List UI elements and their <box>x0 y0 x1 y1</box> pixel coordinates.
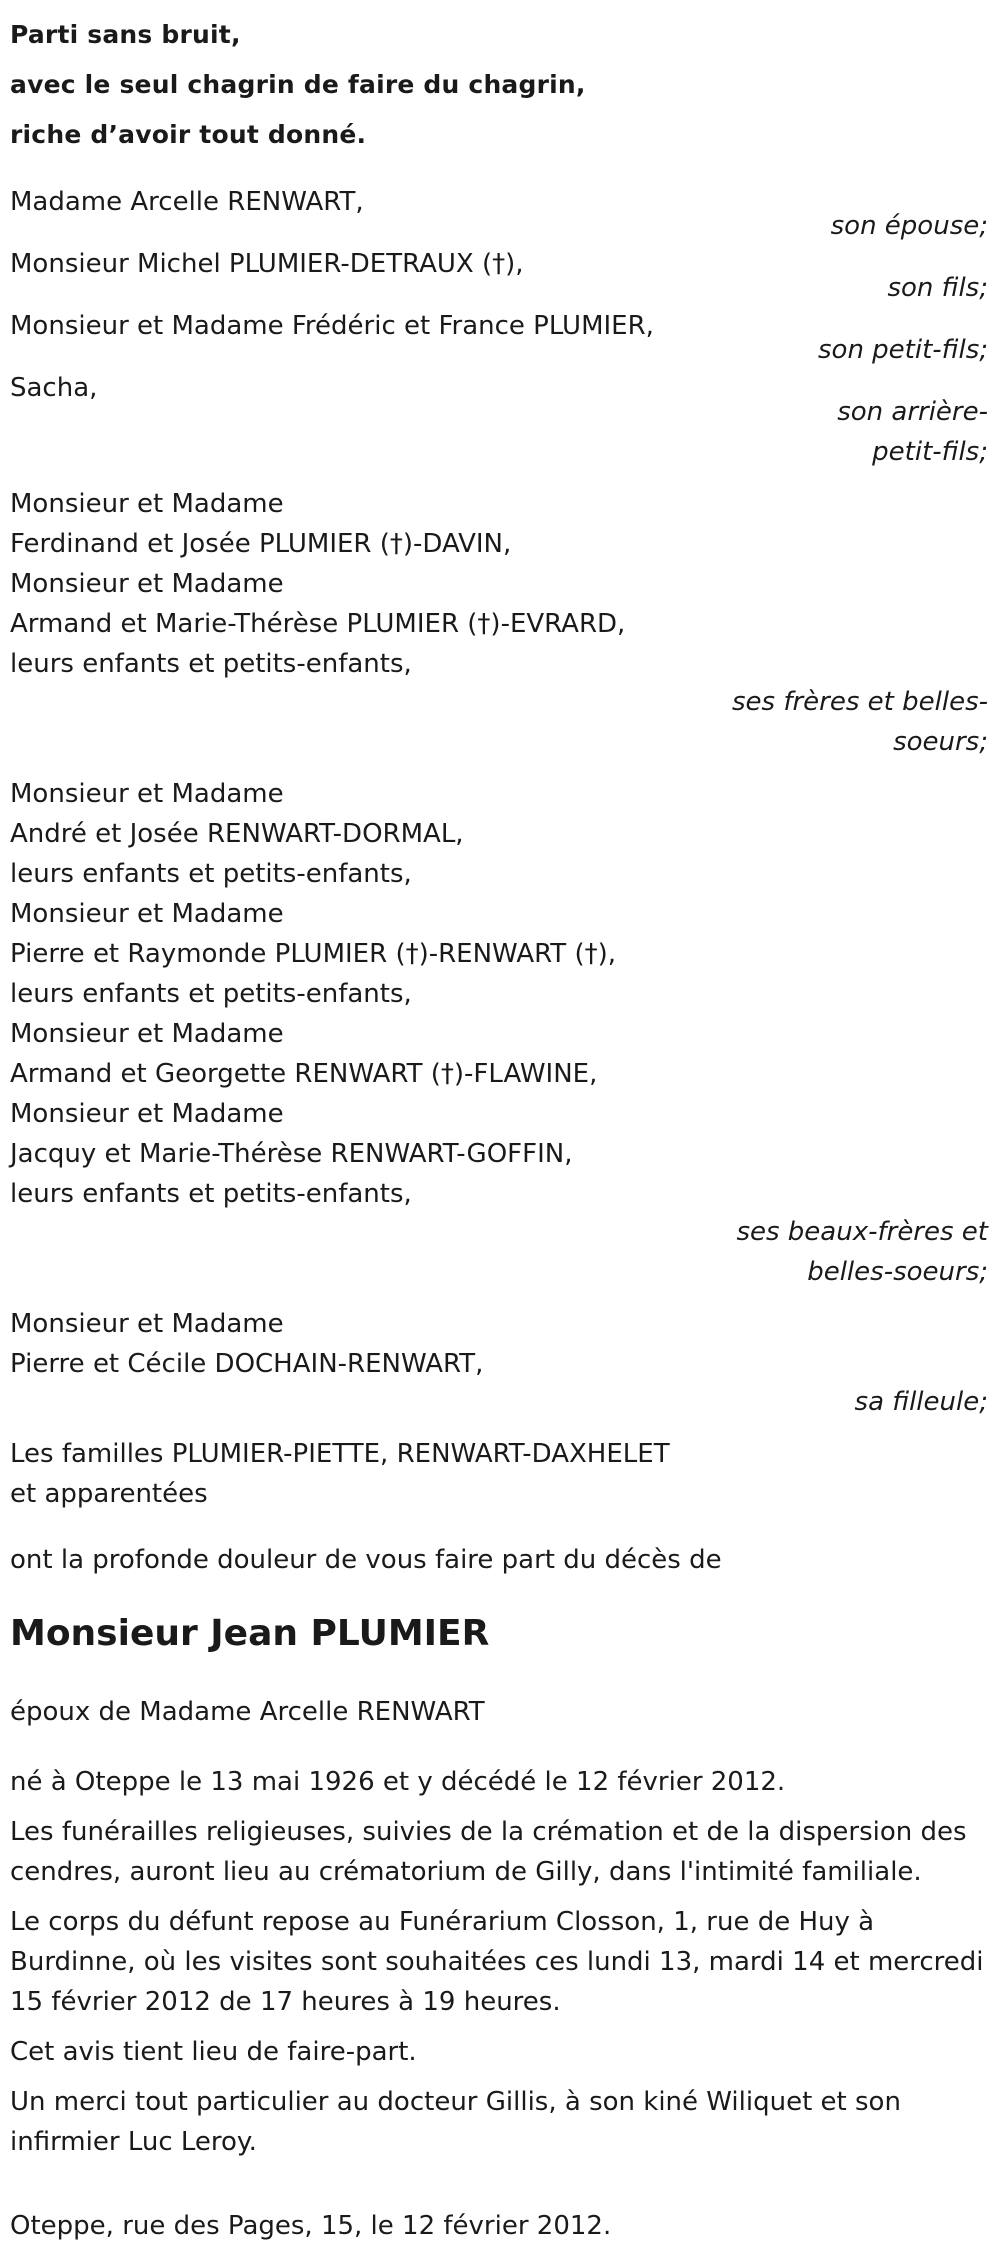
goddaughter-group <box>10 1304 990 1384</box>
role-siblings-b: soeurs; <box>893 727 988 757</box>
closing-place-date: Oteppe, rue des Pages, 15, le 12 février 2012. <box>10 2211 612 2241</box>
thanks-line: infirmier Luc Leroy. <box>10 2127 257 2157</box>
siblings-line: Ferdinand et Josée PLUMIER (†)-DAVIN, <box>10 529 512 559</box>
role-siblings-a: ses frères et belles- <box>731 687 988 717</box>
role-goddaughter: sa filleule; <box>854 1387 988 1417</box>
birth-death: né à Oteppe le 13 mai 1926 et y décédé le 12 février 2012. <box>10 1767 786 1797</box>
siblings-line: Armand et Marie-Thérèse PLUMIER (†)-EVRARD, <box>10 609 626 639</box>
death-notice <box>0 10 1000 2241</box>
inlaws-line: Monsieur et Madame <box>10 779 284 809</box>
family-list <box>10 182 990 1514</box>
inlaws-group <box>10 774 990 1214</box>
role-grandson: son petit-fils; <box>817 335 988 365</box>
siblings-line: Monsieur et Madame <box>10 569 284 599</box>
inlaws-line: Armand et Georgette RENWART (†)-FLAWINE, <box>10 1059 598 1089</box>
resting-line: Le corps du défunt repose au Funérarium Closson, 1, rue de Huy à <box>10 1907 875 1937</box>
funeral-paragraph <box>10 1812 990 1892</box>
role-spouse: son épouse; <box>830 211 988 241</box>
deceased-name: Monsieur Jean PLUMIER <box>10 1613 490 1654</box>
details <box>10 1762 990 2162</box>
poem-line-1: Parti sans bruit, <box>10 20 241 49</box>
spouse-line: époux de Madame Arcelle RENWART <box>10 1697 485 1727</box>
notice: Cet avis tient lieu de faire-part. <box>10 2037 417 2067</box>
role-inlaws-b: belles-soeurs; <box>807 1257 988 1287</box>
inlaws-line: Pierre et Raymonde PLUMIER (†)-RENWART (†), <box>10 939 616 969</box>
siblings-group <box>10 484 990 684</box>
family-line-son: Monsieur Michel PLUMIER-DETRAUX (†), <box>10 249 524 279</box>
resting-line: 15 février 2012 de 17 heures à 19 heures. <box>10 1987 561 2017</box>
funeral-line: cendres, auront lieu au crématorium de Gilly, dans l'intimité familiale. <box>10 1857 922 1887</box>
role-great-grandson-b: petit-fils; <box>872 437 988 467</box>
inlaws-line: Jacquy et Marie-Thérèse RENWART-GOFFIN, <box>10 1139 573 1169</box>
inlaws-line: leurs enfants et petits-enfants, <box>10 1179 412 1209</box>
resting-line: Burdinne, où les visites sont souhaitées ces lundi 13, mardi 14 et mercredi <box>10 1947 984 1977</box>
poem-line-3: riche d’avoir tout donné. <box>10 120 367 149</box>
role-inlaws-a: ses beaux-frères et <box>736 1217 988 1247</box>
inlaws-line: leurs enfants et petits-enfants, <box>10 979 412 1009</box>
families-line: Les familles PLUMIER-PIETTE, RENWART-DAXHELET <box>10 1439 670 1469</box>
inlaws-line: Monsieur et Madame <box>10 1019 284 1049</box>
inlaws-line: Monsieur et Madame <box>10 899 284 929</box>
role-great-grandson-a: son arrière- <box>837 397 988 427</box>
family-line-grandson: Monsieur et Madame Frédéric et France PLUMIER, <box>10 311 654 341</box>
family-line-great-grandson: Sacha, <box>10 373 98 403</box>
inlaws-line: Monsieur et Madame <box>10 1099 284 1129</box>
goddaughter-line: Monsieur et Madame <box>10 1309 284 1339</box>
thanks-line: Un merci tout particulier au docteur Gillis, à son kiné Wiliquet et son <box>10 2087 901 2117</box>
poem-line-2: avec le seul chagrin de faire du chagrin, <box>10 70 586 99</box>
inlaws-line: André et Josée RENWART-DORMAL, <box>10 819 464 849</box>
family-line-spouse: Madame Arcelle RENWART, <box>10 187 364 217</box>
inlaws-line: leurs enfants et petits-enfants, <box>10 859 412 889</box>
poem <box>10 10 990 160</box>
siblings-line: leurs enfants et petits-enfants, <box>10 649 412 679</box>
goddaughter-line: Pierre et Cécile DOCHAIN-RENWART, <box>10 1349 484 1379</box>
families-line: et apparentées <box>10 1479 208 1509</box>
thanks-paragraph <box>10 2082 990 2162</box>
announcement: ont la profonde douleur de vous faire part du décès de <box>10 1545 722 1575</box>
resting-paragraph <box>10 1902 990 2022</box>
siblings-line: Monsieur et Madame <box>10 489 284 519</box>
funeral-line: Les funérailles religieuses, suivies de la crémation et de la dispersion des <box>10 1817 967 1847</box>
role-son: son fils; <box>887 273 988 303</box>
